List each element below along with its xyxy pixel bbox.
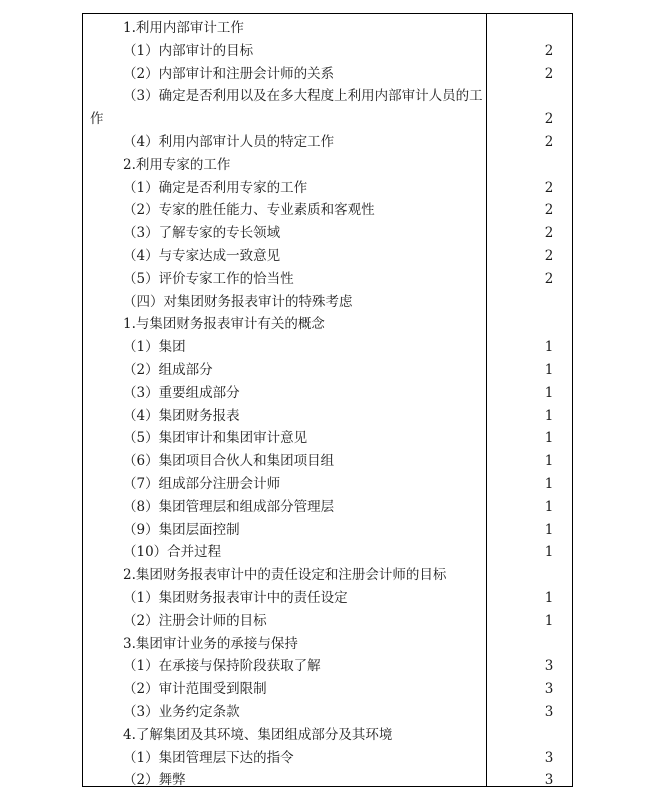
row-level: 2 bbox=[544, 111, 554, 128]
row-topic bbox=[83, 313, 486, 336]
row-topic bbox=[83, 587, 486, 610]
row-level: 1 bbox=[544, 589, 554, 606]
row-topic-text: （1）集团管理层下达的指令 bbox=[123, 749, 294, 766]
table-row bbox=[83, 131, 572, 154]
row-topic bbox=[83, 268, 486, 291]
table-rows bbox=[83, 17, 572, 792]
table-row bbox=[83, 587, 572, 610]
row-topic bbox=[83, 40, 486, 63]
row-topic bbox=[83, 405, 486, 428]
row-topic bbox=[83, 85, 486, 131]
row-topic bbox=[83, 336, 486, 359]
row-topic bbox=[83, 701, 486, 724]
row-topic bbox=[83, 222, 486, 245]
row-level: 1 bbox=[544, 384, 554, 401]
table-row bbox=[83, 519, 572, 542]
table-row bbox=[83, 769, 572, 792]
table-row bbox=[83, 610, 572, 633]
table-row bbox=[83, 564, 572, 587]
table-row bbox=[83, 747, 572, 770]
row-topic-text: （10）合并过程 bbox=[123, 544, 222, 561]
row-topic-text: （1）内部审计的目标 bbox=[123, 42, 254, 59]
row-topic bbox=[83, 131, 486, 154]
row-level: 3 bbox=[544, 681, 554, 698]
row-topic-text: （4）利用内部审计人员的特定工作 bbox=[123, 133, 335, 150]
row-topic-text: （2）专家的胜任能力、专业素质和客观性 bbox=[123, 202, 375, 219]
row-level: 1 bbox=[544, 361, 554, 378]
row-topic-text: （2）组成部分 bbox=[123, 361, 213, 378]
row-topic bbox=[83, 541, 486, 564]
row-level: 2 bbox=[544, 42, 554, 59]
row-topic-text: （9）集团层面控制 bbox=[123, 521, 240, 538]
table-row bbox=[83, 154, 572, 177]
row-topic-text-continued: 作 bbox=[90, 111, 104, 128]
row-topic-text: （3）了解专家的专长领域 bbox=[123, 225, 281, 242]
table-row bbox=[83, 245, 572, 268]
row-topic-text: （1）确定是否利用专家的工作 bbox=[123, 179, 308, 196]
row-topic-text: （2）舞弊 bbox=[123, 772, 186, 789]
table-row bbox=[83, 85, 572, 131]
row-topic-text: （四）对集团财务报表审计的特殊考虑 bbox=[123, 293, 353, 310]
row-topic-text: （3）确定是否利用以及在多大程度上利用内部审计人员的工 bbox=[123, 88, 483, 105]
row-level: 2 bbox=[544, 202, 554, 219]
table-row bbox=[83, 655, 572, 678]
table-row bbox=[83, 450, 572, 473]
table-row bbox=[83, 63, 572, 86]
table-row bbox=[83, 336, 572, 359]
table-row bbox=[83, 427, 572, 450]
row-level: 1 bbox=[544, 612, 554, 629]
table-row bbox=[83, 268, 572, 291]
row-level: 1 bbox=[544, 339, 554, 356]
row-level: 2 bbox=[544, 247, 554, 264]
row-level: 1 bbox=[544, 498, 554, 515]
table-row bbox=[83, 291, 572, 314]
row-topic-text: 2.利用专家的工作 bbox=[123, 156, 231, 173]
row-topic bbox=[83, 747, 486, 770]
row-topic-text: （2）内部审计和注册会计师的关系 bbox=[123, 65, 335, 82]
row-topic bbox=[83, 473, 486, 496]
row-topic-text: （2）审计范围受到限制 bbox=[123, 681, 267, 698]
table-row bbox=[83, 359, 572, 382]
row-level: 2 bbox=[544, 133, 554, 150]
row-topic bbox=[83, 427, 486, 450]
row-topic-text: （4）与专家达成一致意见 bbox=[123, 247, 281, 264]
table-row bbox=[83, 40, 572, 63]
table-row bbox=[83, 382, 572, 405]
row-topic-text: 3.集团审计业务的承接与保持 bbox=[123, 635, 298, 652]
row-level: 1 bbox=[544, 544, 554, 561]
row-topic bbox=[83, 519, 486, 542]
row-topic-text: （2）注册会计师的目标 bbox=[123, 612, 267, 629]
table-row bbox=[83, 473, 572, 496]
table-row bbox=[83, 222, 572, 245]
table-row bbox=[83, 633, 572, 656]
row-topic bbox=[83, 610, 486, 633]
row-topic-text: 2.集团财务报表审计中的责任设定和注册会计师的目标 bbox=[123, 567, 447, 584]
row-topic bbox=[83, 633, 486, 656]
table-row bbox=[83, 405, 572, 428]
row-level: 1 bbox=[544, 430, 554, 447]
row-topic bbox=[83, 564, 486, 587]
row-topic bbox=[83, 450, 486, 473]
row-topic bbox=[83, 382, 486, 405]
table-row bbox=[83, 541, 572, 564]
table-row bbox=[83, 199, 572, 222]
row-topic bbox=[83, 17, 486, 40]
row-topic-text: （6）集团项目合伙人和集团项目组 bbox=[123, 453, 335, 470]
row-level: 3 bbox=[544, 703, 554, 720]
row-topic-text: 1.利用内部审计工作 bbox=[123, 20, 244, 36]
table-row bbox=[83, 678, 572, 701]
row-level: 2 bbox=[544, 179, 554, 196]
syllabus-table bbox=[82, 13, 573, 787]
row-level: 2 bbox=[544, 270, 554, 287]
row-topic-text: （5）评价专家工作的恰当性 bbox=[123, 270, 294, 287]
row-topic bbox=[83, 724, 486, 747]
row-topic bbox=[83, 177, 486, 200]
table-row bbox=[83, 17, 572, 40]
row-topic bbox=[83, 678, 486, 701]
row-level: 1 bbox=[544, 475, 554, 492]
row-topic-text: （4）集团财务报表 bbox=[123, 407, 240, 424]
row-topic bbox=[83, 769, 486, 792]
row-level: 1 bbox=[544, 453, 554, 470]
row-level: 1 bbox=[544, 407, 554, 424]
row-topic bbox=[83, 245, 486, 268]
row-topic-text: （1）集团财务报表审计中的责任设定 bbox=[123, 589, 348, 606]
row-topic-text: （3）业务约定条款 bbox=[123, 703, 240, 720]
row-level: 2 bbox=[544, 65, 554, 82]
row-topic bbox=[83, 655, 486, 678]
table-row bbox=[83, 313, 572, 336]
row-topic bbox=[83, 63, 486, 86]
row-topic bbox=[83, 496, 486, 519]
row-level: 3 bbox=[544, 749, 554, 766]
row-level: 2 bbox=[544, 225, 554, 242]
row-topic-text: 1.与集团财务报表审计有关的概念 bbox=[123, 316, 325, 333]
row-topic-text: （5）集团审计和集团审计意见 bbox=[123, 430, 308, 447]
row-level: 3 bbox=[544, 772, 554, 789]
row-topic bbox=[83, 199, 486, 222]
table-row bbox=[83, 496, 572, 519]
table-row bbox=[83, 177, 572, 200]
row-topic bbox=[83, 291, 486, 314]
row-level: 1 bbox=[544, 521, 554, 538]
row-topic bbox=[83, 154, 486, 177]
row-topic-text: 4.了解集团及其环境、集团组成部分及其环境 bbox=[123, 726, 393, 743]
row-topic-text: （1）在承接与保持阶段获取了解 bbox=[123, 658, 321, 675]
row-topic-text: （7）组成部分注册会计师 bbox=[123, 475, 281, 492]
row-topic-text: （8）集团管理层和组成部分管理层 bbox=[123, 498, 335, 515]
row-topic-text: （1）集团 bbox=[123, 339, 186, 356]
row-topic bbox=[83, 359, 486, 382]
table-row bbox=[83, 724, 572, 747]
row-topic-text: （3）重要组成部分 bbox=[123, 384, 240, 401]
table-row bbox=[83, 701, 572, 724]
row-level: 3 bbox=[544, 658, 554, 675]
